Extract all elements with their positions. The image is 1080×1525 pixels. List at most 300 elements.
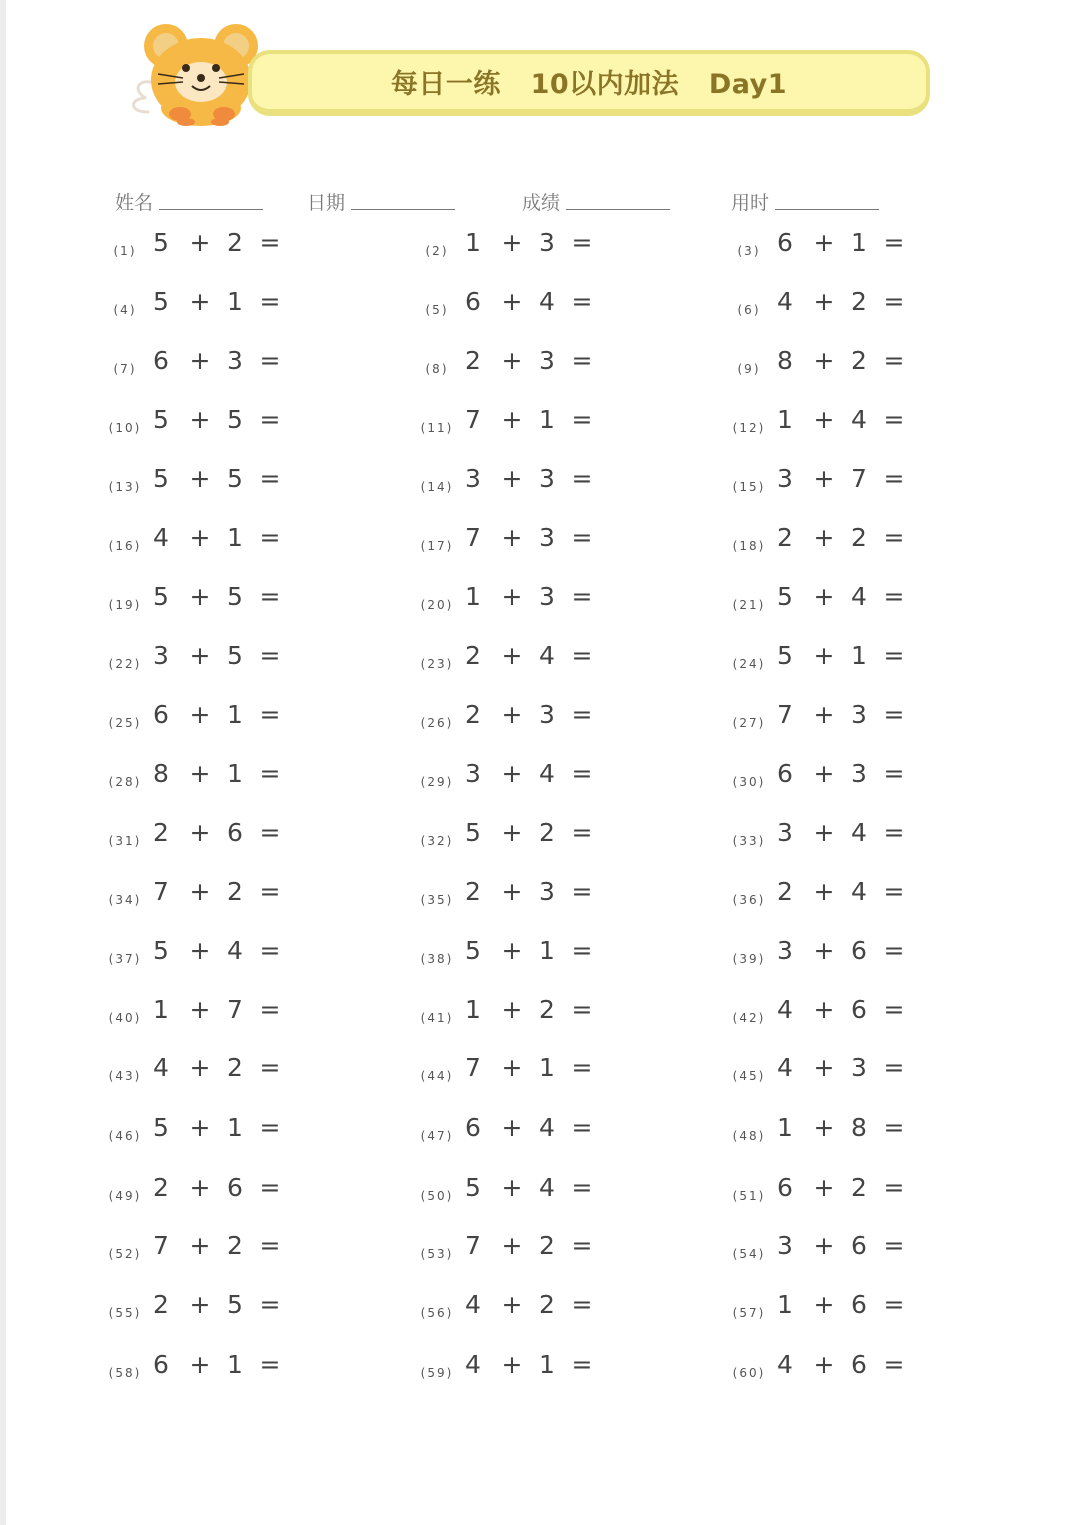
problem-number: (29) [420,775,454,789]
addend-b: 2 [539,1290,555,1319]
problem-number: (37) [108,952,142,966]
problem-number: (41) [420,1011,454,1025]
problem-item [415,818,675,858]
score-field [522,190,670,216]
plus-sign: + [813,759,835,788]
addend-a: 6 [777,1173,793,1202]
addend-b: 7 [851,464,867,493]
addend-b: 5 [227,582,243,611]
addend-a: 4 [153,523,169,552]
problem-item [103,1173,363,1213]
addend-a: 3 [777,464,793,493]
problem-item [415,1053,675,1093]
problem-item [727,287,987,327]
problem-item [415,759,675,799]
problem-item [103,1350,363,1390]
problem-number: (43) [108,1069,142,1083]
addend-a: 2 [465,877,481,906]
addend-a: 1 [777,1113,793,1142]
problem-item [727,1053,987,1093]
problem-item [415,228,675,268]
equals-sign: = [883,1053,905,1082]
problem-number: (54) [732,1247,766,1261]
problem-number: (27) [732,716,766,730]
equals-sign: = [259,641,281,670]
plus-sign: + [813,1173,835,1202]
problem-item [727,1173,987,1213]
mouse-mascot-icon [128,20,268,128]
addend-a: 3 [153,641,169,670]
problem-item [103,641,363,681]
addend-b: 2 [227,1231,243,1260]
addend-b: 5 [227,405,243,434]
addend-b: 1 [227,1350,243,1379]
plus-sign: + [501,700,523,729]
problem-item [103,936,363,976]
addend-a: 5 [153,228,169,257]
equals-sign: = [259,1113,281,1142]
addend-a: 7 [465,405,481,434]
date-blank[interactable] [351,209,455,210]
equals-sign: = [883,1290,905,1319]
plus-sign: + [813,700,835,729]
plus-sign: + [813,582,835,611]
equals-sign: = [571,877,593,906]
addend-b: 6 [851,936,867,965]
plus-sign: + [501,995,523,1024]
equals-sign: = [259,405,281,434]
problem-number: (57) [732,1306,766,1320]
score-blank[interactable] [566,209,670,210]
equals-sign: = [571,818,593,847]
addend-a: 5 [465,1173,481,1202]
equals-sign: = [883,287,905,316]
addend-a: 7 [153,877,169,906]
addend-a: 6 [777,228,793,257]
plus-sign: + [813,936,835,965]
problem-item [103,287,363,327]
problem-number: (53) [420,1247,454,1261]
addend-b: 5 [227,641,243,670]
addend-b: 2 [227,228,243,257]
addend-a: 1 [465,582,481,611]
plus-sign: + [189,936,211,965]
problem-number: (5) [425,303,449,317]
addend-a: 7 [777,700,793,729]
addend-b: 2 [851,287,867,316]
info-fields [0,190,1080,220]
date-field [307,190,455,216]
addend-b: 5 [227,1290,243,1319]
addend-b: 1 [539,1053,555,1082]
equals-sign: = [883,700,905,729]
addend-a: 4 [777,1053,793,1082]
problem-number: (28) [108,775,142,789]
problem-item [727,641,987,681]
equals-sign: = [259,1231,281,1260]
problem-item [415,464,675,504]
addend-b: 3 [851,1053,867,1082]
problem-item [103,759,363,799]
addend-a: 7 [465,1053,481,1082]
problem-number: (18) [732,539,766,553]
equals-sign: = [571,700,593,729]
addend-b: 3 [539,582,555,611]
plus-sign: + [813,405,835,434]
problem-item [103,405,363,445]
addend-b: 4 [851,405,867,434]
equals-sign: = [571,346,593,375]
plus-sign: + [813,523,835,552]
equals-sign: = [571,759,593,788]
equals-sign: = [259,464,281,493]
addend-b: 1 [539,936,555,965]
addend-b: 2 [539,995,555,1024]
equals-sign: = [259,877,281,906]
addend-b: 3 [539,228,555,257]
problem-item [727,1290,987,1330]
problem-number: (20) [420,598,454,612]
addend-b: 3 [851,700,867,729]
addend-b: 4 [851,582,867,611]
problem-item [415,287,675,327]
name-label: 姓名 [115,192,154,214]
equals-sign: = [571,228,593,257]
equals-sign: = [259,995,281,1024]
plus-sign: + [501,641,523,670]
plus-sign: + [189,1231,211,1260]
addend-a: 2 [153,1173,169,1202]
problem-number: (22) [108,657,142,671]
problem-item [727,995,987,1035]
addend-a: 7 [465,523,481,552]
plus-sign: + [189,877,211,906]
problem-number: (58) [108,1366,142,1380]
addend-b: 1 [227,523,243,552]
equals-sign: = [571,1350,593,1379]
plus-sign: + [189,523,211,552]
problem-number: (44) [420,1069,454,1083]
problem-item [727,1231,987,1271]
addend-b: 6 [851,995,867,1024]
problem-item [415,641,675,681]
plus-sign: + [501,818,523,847]
equals-sign: = [571,995,593,1024]
equals-sign: = [883,818,905,847]
plus-sign: + [501,523,523,552]
problem-item [103,1231,363,1271]
problem-number: (15) [732,480,766,494]
problem-number: (12) [732,421,766,435]
problem-item [103,228,363,268]
addend-b: 3 [227,346,243,375]
addend-b: 1 [851,228,867,257]
plus-sign: + [501,1231,523,1260]
problem-number: (14) [420,480,454,494]
problem-number: (34) [108,893,142,907]
problem-item [415,1290,675,1330]
problem-number: (38) [420,952,454,966]
plus-sign: + [813,1350,835,1379]
addend-b: 7 [227,995,243,1024]
problem-number: (25) [108,716,142,730]
plus-sign: + [189,700,211,729]
addend-a: 5 [465,818,481,847]
plus-sign: + [813,1053,835,1082]
name-field [115,190,263,216]
problem-number: (48) [732,1129,766,1143]
equals-sign: = [571,523,593,552]
equals-sign: = [259,759,281,788]
addend-b: 6 [851,1290,867,1319]
equals-sign: = [571,1053,593,1082]
equals-sign: = [571,1290,593,1319]
problem-item [415,936,675,976]
problem-number: (50) [420,1189,454,1203]
addend-b: 4 [539,287,555,316]
time-field [731,190,879,216]
problem-item [727,818,987,858]
problem-item [727,228,987,268]
equals-sign: = [259,1350,281,1379]
equals-sign: = [883,877,905,906]
problem-number: (11) [420,421,454,435]
addend-a: 1 [465,995,481,1024]
name-blank[interactable] [159,209,263,210]
problem-item [103,464,363,504]
equals-sign: = [259,582,281,611]
plus-sign: + [501,759,523,788]
addend-a: 6 [153,346,169,375]
equals-sign: = [883,1113,905,1142]
plus-sign: + [189,641,211,670]
problem-number: (8) [425,362,449,376]
plus-sign: + [813,287,835,316]
addend-a: 7 [465,1231,481,1260]
addend-a: 3 [465,464,481,493]
plus-sign: + [813,1290,835,1319]
plus-sign: + [501,405,523,434]
addend-b: 2 [851,346,867,375]
problem-number: (26) [420,716,454,730]
addend-a: 4 [777,1350,793,1379]
equals-sign: = [571,464,593,493]
plus-sign: + [813,1113,835,1142]
time-blank[interactable] [775,209,879,210]
plus-sign: + [813,995,835,1024]
equals-sign: = [883,582,905,611]
problem-item [727,1350,987,1390]
problem-number: (52) [108,1247,142,1261]
addend-b: 3 [539,700,555,729]
problem-item [727,464,987,504]
plus-sign: + [189,405,211,434]
problem-number: (23) [420,657,454,671]
problem-number: (39) [732,952,766,966]
problem-number: (24) [732,657,766,671]
addend-a: 8 [153,759,169,788]
problem-number: (21) [732,598,766,612]
problem-item [727,1113,987,1153]
equals-sign: = [571,1113,593,1142]
addend-a: 7 [153,1231,169,1260]
addend-a: 2 [777,523,793,552]
time-label: 用时 [731,192,770,214]
plus-sign: + [189,1113,211,1142]
addend-b: 1 [539,1350,555,1379]
equals-sign: = [571,405,593,434]
problem-number: (16) [108,539,142,553]
problem-number: (4) [113,303,137,317]
plus-sign: + [501,877,523,906]
plus-sign: + [189,1350,211,1379]
addend-b: 3 [539,523,555,552]
problem-item [103,995,363,1035]
equals-sign: = [259,287,281,316]
problem-item [727,700,987,740]
addend-a: 3 [465,759,481,788]
problem-item [103,1290,363,1330]
addend-a: 6 [465,1113,481,1142]
addend-b: 2 [851,1173,867,1202]
problem-item [103,523,363,563]
addend-a: 4 [777,995,793,1024]
plus-sign: + [501,346,523,375]
problem-number: (49) [108,1189,142,1203]
equals-sign: = [259,700,281,729]
equals-sign: = [883,228,905,257]
addend-b: 1 [227,759,243,788]
problem-item [415,1173,675,1213]
problem-number: (60) [732,1366,766,1380]
problem-number: (32) [420,834,454,848]
problem-number: (42) [732,1011,766,1025]
addend-a: 4 [777,287,793,316]
addend-b: 1 [227,700,243,729]
equals-sign: = [883,936,905,965]
plus-sign: + [813,641,835,670]
problem-item [415,877,675,917]
equals-sign: = [571,582,593,611]
equals-sign: = [883,641,905,670]
problem-item [415,582,675,622]
plus-sign: + [189,995,211,1024]
addend-a: 4 [465,1290,481,1319]
plus-sign: + [189,759,211,788]
addend-a: 5 [153,287,169,316]
equals-sign: = [259,936,281,965]
problem-number: (19) [108,598,142,612]
addend-b: 3 [539,877,555,906]
equals-sign: = [883,523,905,552]
plus-sign: + [189,1053,211,1082]
addend-a: 4 [465,1350,481,1379]
problem-item [727,877,987,917]
problem-item [103,1053,363,1093]
page-edge [0,0,6,1525]
addend-a: 2 [465,700,481,729]
addend-b: 4 [227,936,243,965]
problem-number: (55) [108,1306,142,1320]
equals-sign: = [883,1350,905,1379]
equals-sign: = [883,405,905,434]
addend-b: 1 [851,641,867,670]
problem-item [727,582,987,622]
problem-number: (36) [732,893,766,907]
addend-a: 5 [465,936,481,965]
addend-a: 8 [777,346,793,375]
addend-b: 4 [851,877,867,906]
plus-sign: + [813,877,835,906]
problem-number: (7) [113,362,137,376]
addend-b: 2 [227,877,243,906]
problem-item [727,759,987,799]
equals-sign: = [259,523,281,552]
problem-item [415,1113,675,1153]
problem-item [415,1350,675,1390]
problem-item [727,346,987,386]
score-label: 成绩 [522,192,561,214]
equals-sign: = [571,936,593,965]
equals-sign: = [883,464,905,493]
addend-b: 4 [539,1113,555,1142]
equals-sign: = [259,1290,281,1319]
equals-sign: = [259,228,281,257]
addend-a: 3 [777,936,793,965]
plus-sign: + [189,1173,211,1202]
equals-sign: = [883,759,905,788]
problem-number: (40) [108,1011,142,1025]
problem-item [103,818,363,858]
addend-a: 1 [153,995,169,1024]
plus-sign: + [189,228,211,257]
plus-sign: + [813,346,835,375]
problem-item [415,405,675,445]
addend-b: 4 [851,818,867,847]
addend-a: 5 [153,582,169,611]
equals-sign: = [883,346,905,375]
problem-item [415,523,675,563]
plus-sign: + [501,582,523,611]
plus-sign: + [813,1231,835,1260]
addend-b: 3 [851,759,867,788]
addend-a: 1 [777,405,793,434]
equals-sign: = [883,1173,905,1202]
addend-b: 5 [227,464,243,493]
plus-sign: + [813,228,835,257]
equals-sign: = [259,1053,281,1082]
problem-number: (33) [732,834,766,848]
addend-a: 4 [153,1053,169,1082]
plus-sign: + [501,287,523,316]
addend-b: 2 [539,1231,555,1260]
plus-sign: + [501,936,523,965]
addend-a: 5 [153,936,169,965]
problem-item [727,523,987,563]
plus-sign: + [501,1113,523,1142]
worksheet-title: 每日一练 10以内加法 Day1 [390,69,788,100]
problem-item [103,582,363,622]
addend-b: 4 [539,1173,555,1202]
plus-sign: + [189,582,211,611]
addend-a: 6 [777,759,793,788]
addend-b: 2 [851,523,867,552]
addend-a: 5 [153,464,169,493]
equals-sign: = [883,1231,905,1260]
plus-sign: + [813,818,835,847]
addend-a: 5 [153,1113,169,1142]
problem-item [103,346,363,386]
